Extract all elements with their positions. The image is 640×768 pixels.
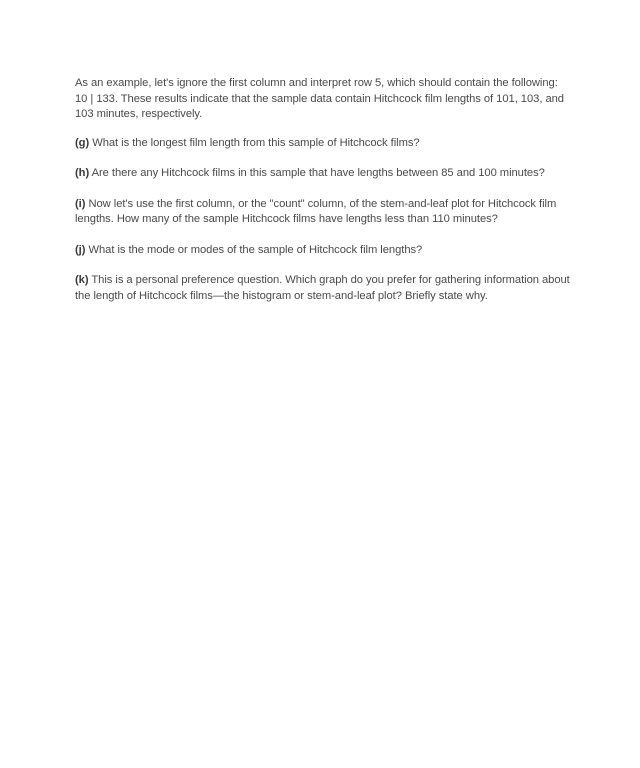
- question-label: (k): [75, 274, 89, 286]
- question-k: [75, 273, 570, 304]
- document-page: [75, 76, 570, 319]
- question-label: (h): [75, 167, 90, 179]
- question-text: This is a personal preference question. Which graph do you prefer for gathering information about the length of Hitchcock films—the histogram or stem-and-leaf plot? Briefly state why.: [75, 274, 570, 302]
- question-text: What is the mode or modes of the sample of Hitchcock film lengths?: [88, 243, 423, 256]
- question-j: [75, 243, 570, 259]
- intro-paragraph: As an example, let's ignore the first column and interpret row 5, which should contain the following: 10 | 133. These results indicate that the sample data contain Hitchcock film lengths of 101, 103, and 103 minutes, respectively.: [75, 77, 564, 120]
- question-label: (g): [75, 136, 90, 149]
- question-label: (i): [75, 197, 86, 210]
- question-label: (j): [75, 243, 86, 256]
- question-i: [75, 197, 570, 228]
- question-text: Now let's use the first column, or the "count" column, of the stem-and-leaf plot for Hitchcock film lengths. How many of the sample Hitchcock films have lengths less than 110 minutes?: [75, 197, 557, 225]
- question-text: What is the longest film length from this sample of Hitchcock films?: [92, 136, 420, 149]
- question-text: Are there any Hitchcock films in this sample that have lengths between 85 and 100 minutes?: [91, 167, 545, 179]
- question-g: [75, 136, 570, 152]
- question-h: [75, 166, 570, 182]
